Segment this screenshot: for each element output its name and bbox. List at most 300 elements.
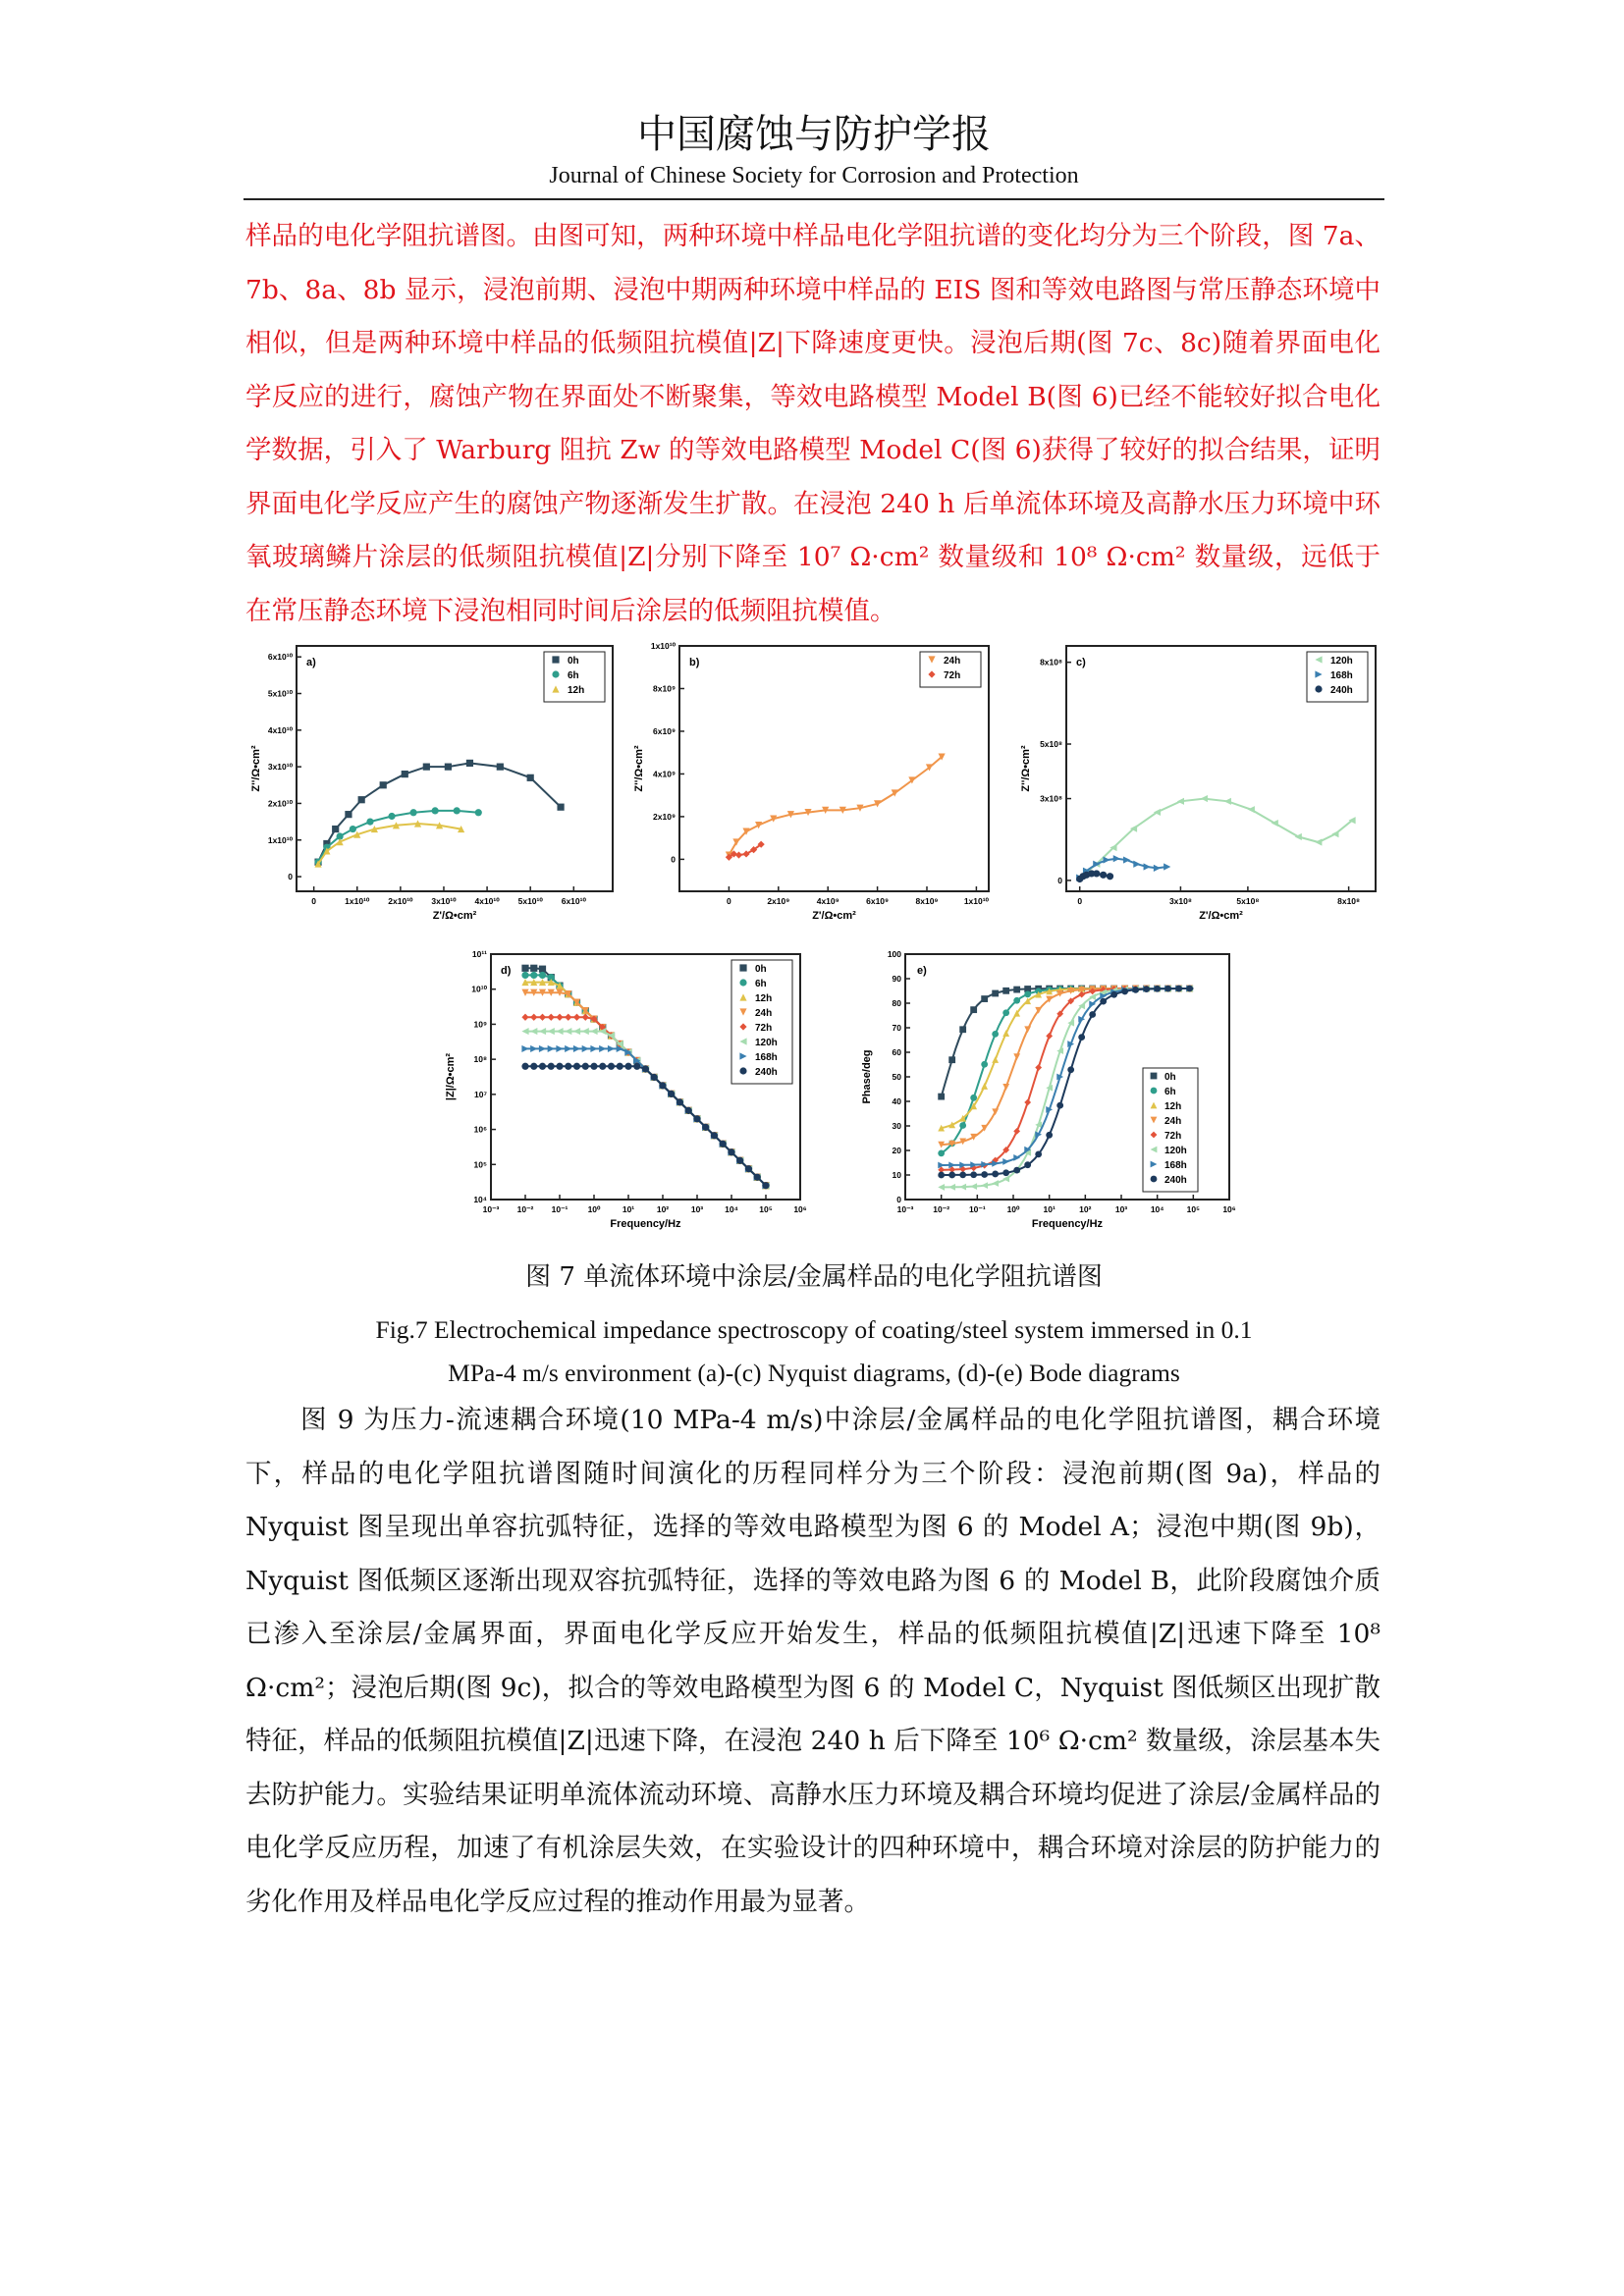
- data-point: [711, 1132, 718, 1139]
- legend-label: 72h: [755, 1023, 773, 1034]
- data-point: [1078, 991, 1085, 998]
- legend-marker: [739, 964, 746, 971]
- fit-line: [1083, 799, 1352, 876]
- data-point: [970, 1171, 977, 1178]
- legend-label: 6h: [1164, 1087, 1176, 1097]
- x-tick-label: 10⁰: [587, 1204, 601, 1214]
- data-point: [539, 1014, 546, 1021]
- y-tick-label: 70: [892, 1023, 901, 1033]
- data-point: [1121, 988, 1128, 995]
- y-tick-label: 8x10⁹: [653, 683, 676, 694]
- chart-a: [236, 628, 628, 942]
- data-point: [539, 966, 546, 973]
- y-axis-label: Phase/deg: [861, 1049, 873, 1104]
- data-point: [685, 1107, 692, 1114]
- x-tick-label: 10⁻³: [482, 1204, 500, 1214]
- journal-title-en: Journal of Chinese Society for Corrosion and Protection: [549, 163, 1079, 188]
- data-point: [1164, 863, 1170, 870]
- data-point: [1002, 988, 1009, 994]
- x-tick-label: 0: [1077, 896, 1083, 906]
- x-tick-label: 10¹: [622, 1204, 635, 1214]
- data-point: [938, 1149, 945, 1156]
- chart-e: [846, 942, 1249, 1247]
- data-point: [617, 1063, 623, 1070]
- data-point: [970, 1183, 977, 1190]
- y-tick-label: 2x10¹⁰: [267, 798, 293, 809]
- data-point: [573, 1045, 580, 1052]
- data-point: [992, 1031, 999, 1038]
- panel-label: c): [1076, 657, 1086, 668]
- data-point: [556, 1063, 563, 1070]
- y-tick-label: 6x10⁹: [653, 725, 676, 736]
- data-point: [1067, 1066, 1074, 1073]
- figure-caption-en: [244, 1308, 1384, 1395]
- data-point: [1013, 1167, 1020, 1174]
- y-tick-label: 6x10¹⁰: [267, 652, 293, 663]
- legend-label: 72h: [944, 670, 961, 681]
- data-point: [548, 1028, 555, 1035]
- data-point: [1024, 1026, 1031, 1033]
- y-tick-label: 3x10¹⁰: [267, 762, 293, 773]
- data-point: [1107, 873, 1113, 880]
- data-point: [1100, 872, 1107, 879]
- data-point: [938, 1172, 945, 1179]
- data-point: [432, 807, 439, 814]
- panel-label: b): [689, 657, 700, 668]
- data-point: [557, 804, 564, 811]
- data-point: [582, 1014, 589, 1021]
- x-tick-label: 1x10¹⁰: [345, 896, 370, 906]
- data-point: [1132, 987, 1139, 993]
- y-tick-label: 10¹¹: [471, 949, 487, 959]
- data-point: [1024, 1161, 1031, 1168]
- data-point: [466, 760, 473, 767]
- legend-marker: [739, 979, 746, 986]
- y-tick-label: 1x10¹⁰: [267, 834, 293, 845]
- y-tick-label: 90: [892, 974, 901, 984]
- data-point: [1143, 986, 1150, 992]
- legend-label: 240h: [1330, 685, 1353, 696]
- data-point: [1002, 1030, 1009, 1037]
- x-tick-label: 10⁻³: [896, 1204, 914, 1214]
- data-point: [1154, 986, 1161, 992]
- x-tick-label: 10⁴: [725, 1204, 738, 1214]
- data-point: [556, 1028, 563, 1035]
- data-point: [959, 1171, 966, 1178]
- journal-title-cn: 中国腐蚀与防护学报: [637, 112, 991, 157]
- data-point: [992, 1056, 999, 1063]
- x-tick-label: 0: [727, 896, 731, 906]
- legend-marker: [552, 656, 559, 663]
- y-tick-label: 5x10¹⁰: [267, 688, 293, 699]
- legend-label: 240h: [755, 1067, 778, 1078]
- data-point: [573, 1028, 580, 1035]
- y-tick-label: 10¹⁰: [471, 984, 487, 994]
- journal-header: [244, 110, 1384, 190]
- y-tick-label: 50: [892, 1072, 901, 1082]
- x-tick-label: 5x10⁸: [1236, 896, 1260, 906]
- x-tick-label: 10⁴: [1150, 1204, 1164, 1214]
- fit-line: [318, 763, 561, 862]
- legend-marker: [1315, 685, 1322, 692]
- data-point: [539, 1063, 546, 1070]
- x-tick-label: 10⁵: [759, 1204, 773, 1214]
- legend-label: 0h: [755, 964, 767, 975]
- data-point: [1002, 1158, 1009, 1165]
- data-point: [548, 1063, 555, 1070]
- fit-line: [525, 1017, 766, 1185]
- data-point: [1123, 856, 1130, 863]
- data-point: [548, 1014, 555, 1021]
- x-tick-label: 6x10⁹: [866, 896, 890, 906]
- x-tick-label: 2x10⁹: [767, 896, 790, 906]
- data-point: [992, 1171, 999, 1178]
- legend-label: 168h: [755, 1052, 778, 1063]
- data-point: [1164, 986, 1171, 992]
- y-tick-label: 0: [1057, 875, 1062, 885]
- y-tick-label: 4x10¹⁰: [267, 724, 293, 735]
- x-axis-label: Z'/Ω•cm²: [1199, 910, 1243, 922]
- y-tick-label: 3x10⁸: [1040, 793, 1062, 804]
- data-point: [948, 1056, 955, 1063]
- data-point: [755, 822, 762, 828]
- y-tick-label: 4x10⁹: [653, 769, 676, 779]
- data-point: [366, 819, 373, 826]
- data-point: [345, 811, 352, 818]
- figure-caption-en-line2: MPa-4 m/s environment (a)-(c) Nyquist diagrams, (d)-(e) Bode diagrams: [448, 1359, 1180, 1387]
- x-tick-label: 10⁶: [1222, 1204, 1236, 1214]
- x-tick-label: 10⁵: [1186, 1204, 1201, 1214]
- y-tick-label: 60: [892, 1047, 901, 1057]
- data-point: [677, 1098, 683, 1105]
- data-point: [539, 1045, 546, 1052]
- legend-label: 0h: [568, 656, 579, 667]
- y-axis-label: Z''/Ω•cm²: [633, 745, 645, 792]
- data-point: [736, 1157, 743, 1164]
- data-point: [970, 1006, 977, 1013]
- data-point: [565, 1063, 571, 1070]
- data-point: [521, 1028, 528, 1035]
- data-point: [1013, 997, 1020, 1004]
- x-tick-label: 10⁻²: [516, 1204, 534, 1214]
- data-point: [1035, 1064, 1042, 1071]
- legend-label: 120h: [755, 1038, 778, 1048]
- data-point: [728, 1148, 734, 1155]
- legend-label: 240h: [1164, 1175, 1187, 1186]
- data-point: [539, 972, 546, 979]
- data-point: [981, 1171, 988, 1178]
- x-tick-label: 10⁻¹: [968, 1204, 986, 1214]
- y-tick-label: 20: [892, 1146, 901, 1155]
- data-point: [981, 1182, 988, 1189]
- y-tick-label: 30: [892, 1121, 901, 1131]
- data-point: [1186, 986, 1193, 992]
- data-point: [959, 1122, 966, 1129]
- y-axis-label: |Z|/Ω•cm²: [445, 1052, 457, 1101]
- x-tick-label: 10³: [1114, 1204, 1128, 1214]
- data-point: [992, 990, 999, 997]
- y-axis-label: Z''/Ω•cm²: [1020, 745, 1032, 792]
- data-point: [1002, 1084, 1009, 1091]
- y-tick-label: 10⁷: [474, 1089, 487, 1099]
- data-point: [1315, 838, 1322, 845]
- data-point: [754, 1174, 761, 1181]
- fit-line: [525, 992, 766, 1185]
- data-point: [402, 771, 408, 777]
- data-point: [693, 1115, 700, 1122]
- y-tick-label: 5x10⁸: [1040, 739, 1062, 749]
- legend-label: 120h: [1330, 656, 1353, 667]
- data-point: [608, 1063, 615, 1070]
- x-axis-label: Frequency/Hz: [610, 1218, 681, 1230]
- data-point: [745, 1165, 752, 1172]
- data-point: [608, 1045, 615, 1052]
- data-point: [624, 1063, 631, 1070]
- data-point: [938, 1184, 945, 1191]
- data-point: [1113, 855, 1120, 862]
- data-point: [423, 764, 430, 771]
- panel-label: d): [501, 965, 512, 977]
- panel-label: e): [917, 965, 927, 977]
- chart-b: [623, 628, 1005, 942]
- data-point: [1002, 1176, 1009, 1183]
- y-tick-label: 0: [671, 854, 676, 865]
- x-tick-label: 2x10¹⁰: [388, 896, 413, 906]
- data-point: [582, 1045, 589, 1052]
- data-point: [573, 1014, 580, 1021]
- data-point: [590, 1028, 597, 1035]
- legend-label: 120h: [1164, 1146, 1187, 1156]
- x-axis-label: Z'/Ω•cm²: [432, 910, 477, 922]
- series-120h: [1080, 795, 1356, 879]
- x-tick-label: 4x10¹⁰: [474, 896, 500, 906]
- legend-label: 24h: [944, 656, 961, 667]
- data-point: [497, 764, 504, 771]
- x-tick-label: 4x10⁹: [816, 896, 839, 906]
- data-point: [668, 1091, 675, 1097]
- x-tick-label: 8x10⁹: [915, 896, 939, 906]
- y-tick-label: 0: [288, 872, 293, 882]
- data-point: [1035, 1150, 1042, 1157]
- data-point: [539, 1028, 546, 1035]
- data-point: [1248, 806, 1255, 813]
- series-168h: [1076, 855, 1170, 881]
- data-point: [388, 813, 395, 820]
- data-point: [1201, 795, 1208, 802]
- legend-label: 6h: [568, 670, 579, 681]
- legend-marker: [1151, 1088, 1158, 1095]
- data-point: [959, 1184, 966, 1191]
- data-point: [530, 1063, 537, 1070]
- data-point: [1056, 1102, 1063, 1109]
- data-point: [981, 1061, 988, 1068]
- legend-label: 168h: [1330, 670, 1353, 681]
- data-point: [1154, 865, 1161, 872]
- data-point: [521, 1063, 528, 1070]
- data-point: [1089, 1011, 1096, 1018]
- legend-marker: [1151, 1176, 1158, 1183]
- y-tick-label: 10⁹: [473, 1019, 487, 1030]
- data-point: [590, 1063, 597, 1070]
- y-tick-label: 10⁶: [473, 1124, 487, 1135]
- data-point: [1100, 998, 1107, 1005]
- y-tick-label: 100: [887, 949, 901, 959]
- data-point: [1175, 986, 1182, 992]
- x-tick-label: 1x10¹⁰: [963, 896, 989, 906]
- y-tick-label: 10: [892, 1170, 901, 1180]
- data-point: [358, 796, 365, 803]
- x-axis-label: Z'/Ω•cm²: [812, 910, 856, 922]
- data-point: [573, 1063, 580, 1070]
- panel-label: a): [306, 657, 316, 668]
- data-point: [530, 1045, 537, 1052]
- legend-label: 24h: [755, 1008, 773, 1019]
- x-tick-label: 10⁰: [1006, 1204, 1020, 1214]
- legend-label: 168h: [1164, 1160, 1187, 1171]
- data-point: [948, 1184, 955, 1191]
- series-6h: [314, 807, 481, 865]
- series-24h: [726, 753, 946, 858]
- data-point: [521, 1014, 528, 1021]
- x-tick-label: 10²: [1079, 1204, 1092, 1214]
- data-point: [556, 1045, 563, 1052]
- data-point: [1046, 1132, 1053, 1139]
- data-point: [1224, 798, 1231, 805]
- data-point: [530, 972, 537, 979]
- y-tick-label: 40: [892, 1096, 901, 1106]
- data-point: [1024, 1099, 1031, 1106]
- x-tick-label: 5x10¹⁰: [517, 896, 543, 906]
- y-tick-label: 0: [896, 1195, 901, 1204]
- data-point: [565, 1028, 571, 1035]
- data-point: [1331, 830, 1338, 837]
- data-point: [582, 1063, 589, 1070]
- x-tick-label: 10⁻¹: [551, 1204, 568, 1214]
- legend-marker: [1151, 1073, 1158, 1080]
- data-point: [702, 1124, 709, 1131]
- data-point: [530, 1028, 537, 1035]
- y-tick-label: 10⁸: [473, 1054, 487, 1065]
- legend-label: 12h: [755, 993, 773, 1004]
- data-point: [1013, 1128, 1020, 1135]
- y-tick-label: 2x10⁹: [653, 811, 676, 822]
- y-tick-label: 10⁴: [473, 1195, 487, 1204]
- legend-label: 24h: [1164, 1116, 1182, 1127]
- x-tick-label: 8x10⁸: [1337, 896, 1361, 906]
- data-point: [938, 1094, 945, 1100]
- x-tick-label: 3x10⁸: [1168, 896, 1192, 906]
- data-point: [599, 1045, 606, 1052]
- y-axis-label: Z''/Ω•cm²: [250, 745, 262, 792]
- x-tick-label: 0: [311, 896, 317, 906]
- x-tick-label: 10⁻²: [933, 1204, 950, 1214]
- x-tick-label: 10²: [656, 1204, 670, 1214]
- data-point: [651, 1074, 658, 1081]
- data-point: [992, 1180, 999, 1187]
- data-point: [1013, 1053, 1020, 1060]
- x-tick-label: 10³: [690, 1204, 704, 1214]
- legend-label: 6h: [755, 979, 767, 989]
- y-tick-label: 80: [892, 998, 901, 1008]
- data-point: [1093, 870, 1100, 877]
- data-point: [1046, 1033, 1053, 1040]
- data-point: [454, 807, 460, 814]
- data-point: [1133, 861, 1140, 868]
- data-point: [1024, 990, 1031, 997]
- data-point: [970, 1134, 977, 1141]
- data-point: [633, 1063, 640, 1070]
- data-point: [475, 809, 482, 816]
- legend-marker: [739, 1067, 746, 1074]
- data-point: [565, 1045, 571, 1052]
- data-point: [548, 1045, 555, 1052]
- data-point: [1177, 798, 1184, 805]
- data-point: [762, 1182, 769, 1189]
- x-axis-label: Frequency/Hz: [1031, 1218, 1104, 1230]
- data-point: [1078, 1034, 1085, 1041]
- legend-marker: [552, 670, 559, 677]
- data-point: [582, 1028, 589, 1035]
- data-point: [1110, 991, 1117, 998]
- data-point: [981, 1083, 988, 1090]
- y-tick-label: 8x10⁸: [1040, 657, 1062, 667]
- data-point: [720, 1141, 727, 1148]
- data-point: [1103, 856, 1110, 863]
- data-point: [590, 1045, 597, 1052]
- data-point: [735, 851, 742, 858]
- x-tick-label: 6x10¹⁰: [561, 896, 586, 906]
- data-point: [521, 965, 528, 972]
- y-tick-label: 1x10¹⁰: [650, 641, 676, 651]
- data-point: [599, 1063, 606, 1070]
- x-tick-label: 3x10¹⁰: [431, 896, 457, 906]
- data-point: [959, 1026, 966, 1033]
- series-240h: [1076, 870, 1113, 882]
- y-tick-label: 10⁵: [473, 1159, 487, 1170]
- data-point: [445, 764, 452, 771]
- data-point: [948, 1172, 955, 1179]
- data-point: [530, 965, 537, 972]
- series-0h: [314, 760, 564, 866]
- data-point: [1013, 987, 1020, 993]
- data-point: [527, 774, 534, 781]
- fit-line: [729, 757, 942, 855]
- data-point: [530, 1014, 537, 1021]
- data-point: [970, 1095, 977, 1101]
- data-point: [1002, 1009, 1009, 1016]
- data-point: [380, 781, 387, 788]
- data-point: [350, 826, 356, 832]
- header-rule: [244, 198, 1384, 200]
- data-point: [409, 809, 416, 816]
- data-point: [659, 1082, 666, 1089]
- data-point: [556, 1014, 563, 1021]
- x-tick-label: 10¹: [1043, 1204, 1056, 1214]
- chart-c: [1009, 628, 1392, 942]
- data-point: [565, 1014, 571, 1021]
- legend-label: 0h: [1164, 1072, 1176, 1083]
- data-point: [1035, 1131, 1042, 1138]
- red-paragraph: 样品的电化学阻抗谱图。由图可知，两种环境中样品电化学阻抗谱的变化均分为三个阶段，图 7a、7b、8a、8b 显示，浸泡前期、浸泡中期两种环境中样品的 EIS 图和等效电路图与常压静态环境中相似，但是两种环境中样品的低频阻抗模值|Z|下降速度更快。浸泡后期(图 7c、8c)随着界面电化学反应的进行，腐蚀产物在界面处不断聚集，等效电路模型 Model B(图 6)已经不能较好拟合电化学数据，引入了 Warburg 阻抗 Zw 的等效电路模型 Model C(图 6)获得了较好的拟合结果，证明界面电化学反应产生的腐蚀产物逐渐发生扩散。在浸泡 240 h 后单流体环境及高静水压力环境中环氧玻璃鳞片涂层的低频阻抗模值|Z|分别下降至 10⁷ Ω·cm² 数量级和 10⁸ Ω·cm² 数量级，远低于在常压静态环境下浸泡相同时间后涂层的低频阻抗模值。: [245, 221, 1380, 626]
- chart-d: [432, 942, 815, 1247]
- fit-line: [525, 1032, 766, 1186]
- data-point: [1144, 863, 1151, 870]
- fit-line: [525, 1066, 766, 1185]
- legend-label: 12h: [568, 685, 585, 696]
- black-paragraph: 图 9 为压力-流速耦合环境(10 MPa-4 m/s)中涂层/金属样品的电化学阻抗谱图，耦合环境下，样品的电化学阻抗谱图随时间演化的历程同样分为三个阶段：浸泡前期(图 9a)，样品的 Nyquist 图呈现出单容抗弧特征，选择的等效电路模型为图 6 的 Model A；浸泡中期(图 9b)，Nyquist 图低频区逐渐出现双容抗弧特征，选择的等效电路为图 6 的 Model B，此阶段腐蚀介质已渗入至涂层/金属界面，界面电化学反应开始发生，样品的低频阻抗模值|Z|迅速下降至 10⁸ Ω·cm²；浸泡后期(图 9c)，拟合的等效电路模型为图 6 的 Model C，Nyquist 图低频区出现扩散特征，样品的低频阻抗模值|Z|迅速下降，在浸泡 240 h 后下降至 10⁶ Ω·cm² 数量级，涂层基本失去防护能力。实验结果证明单流体流动环境、高静水压力环境及耦合环境均促进了涂层/金属样品的电化学反应历程，加速了有机涂层失效，在实验设计的四种环境中，耦合环境对涂层的防护能力的劣化作用及样品电化学反应过程的推动作用最为显著。: [245, 1405, 1380, 1917]
- figure-caption-en-line1: Fig.7 Electrochemical impedance spectroscopy of coating/steel system immersed in 0.1: [375, 1315, 1253, 1344]
- data-point: [642, 1065, 649, 1072]
